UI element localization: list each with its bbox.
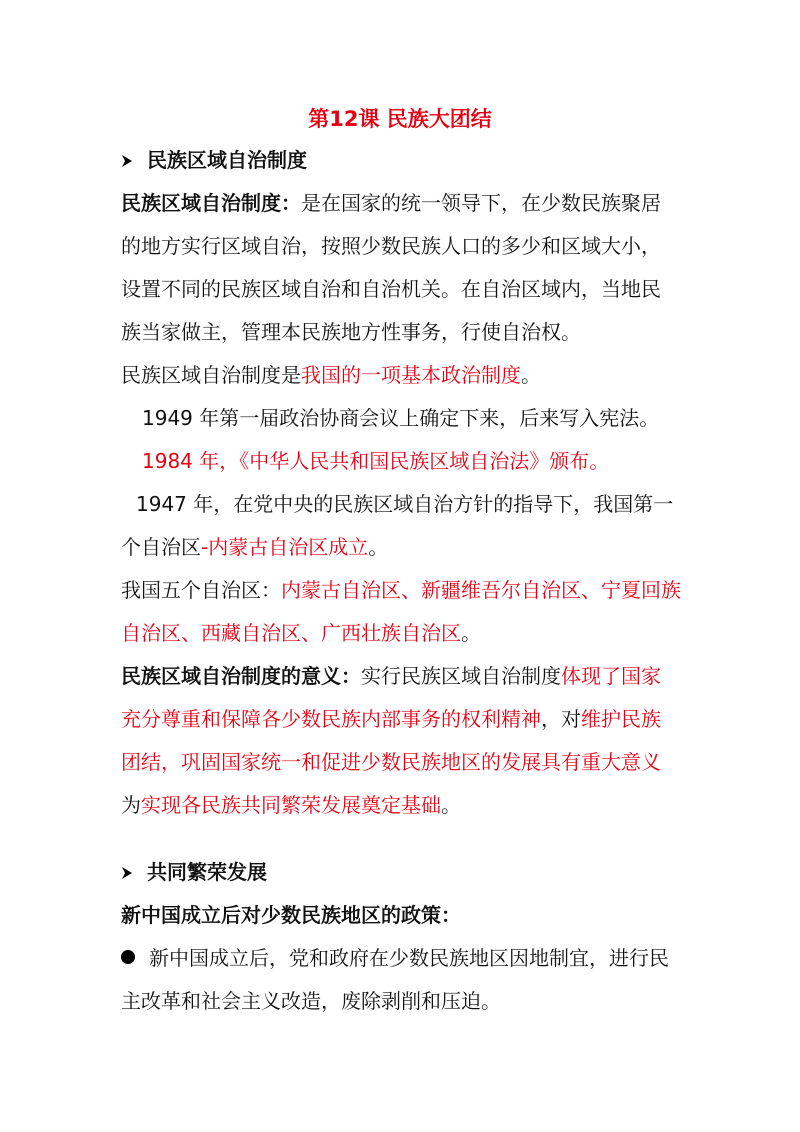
- definition-line-2: 的地方实行区域自治，按照少数民族人口的多少和区域大小，: [121, 234, 661, 258]
- meaning-highlight-b2: 维护民族: [581, 707, 661, 731]
- line-1947-b: [121, 532, 388, 562]
- bullet-line-2: 主改革和社会主义改造，废除剥削和压迫。: [121, 989, 501, 1013]
- section-heading-text: 共同繁荣发展: [147, 860, 267, 884]
- five-regions-prefix: 我国五个自治区：: [121, 578, 281, 602]
- meaning-highlight-a: 体现了国家: [561, 664, 661, 688]
- section-heading-autonomy: [121, 145, 307, 175]
- five-regions-suffix: 。: [461, 621, 481, 645]
- line-1947-b-highlight: -内蒙古自治区成立: [201, 535, 369, 559]
- line-1949: 1949 年第一届政治协商会议上确定下来，后来写入宪法。: [142, 406, 660, 430]
- nature-highlight: 我国的一项基本政治制度: [301, 363, 521, 387]
- nature-suffix: 。: [521, 363, 541, 387]
- meaning-text-a: 实行民族区域自治制度: [361, 664, 561, 688]
- meaning-line-3: 团结，巩固国家统一和促进少数民族地区的发展具有重大意义: [121, 750, 661, 774]
- definition-line-1: [121, 188, 661, 218]
- bullet-line-1: [121, 943, 669, 973]
- five-regions-line-1: [121, 575, 681, 605]
- definition-label: 民族区域自治制度：: [121, 191, 301, 215]
- nature-prefix: 民族区域自治制度是: [121, 363, 301, 387]
- meaning-highlight-d: 实现各民族共同繁荣发展奠定基础: [141, 793, 441, 817]
- arrow-bullet-icon: [121, 154, 133, 168]
- nature-line: [121, 360, 541, 390]
- definition-line-4: 族当家做主，管理本民族地方性事务，行使自治权。: [121, 320, 581, 344]
- meaning-suffix: 。: [441, 793, 461, 817]
- meaning-highlight-b: 充分尊重和保障各少数民族内部事务的权利精神: [121, 707, 541, 731]
- meaning-label: 民族区域自治制度的意义：: [121, 664, 361, 688]
- five-regions-list-b: 自治区、西藏自治区、广西壮族自治区: [121, 621, 461, 645]
- definition-text: 是在国家的统一领导下，在少数民族聚居: [301, 191, 661, 215]
- definition-line-3: 设置不同的民族区域自治和自治机关。在自治区域内，当地民: [121, 277, 661, 301]
- line-1947-a: 1947 年，在党中央的民族区域自治方针的指导下，我国第一: [136, 492, 674, 516]
- five-regions-line-2: [121, 618, 481, 648]
- meaning-text-b: ，对: [541, 707, 581, 731]
- line-1947-b-suffix: 。: [368, 535, 389, 559]
- line-1947-b-prefix: 个自治区: [121, 535, 201, 559]
- arrow-bullet-icon: [121, 866, 133, 880]
- meaning-text-d: 为: [121, 793, 141, 817]
- five-regions-list-a: 内蒙古自治区、新疆维吾尔自治区、宁夏回族: [281, 578, 681, 602]
- section-heading-text: 民族区域自治制度: [147, 148, 307, 172]
- bullet-text-a: 新中国成立后，党和政府在少数民族地区因地制宜，进行民: [149, 946, 669, 970]
- bullet-dot-icon: [121, 950, 135, 964]
- meaning-line-2: [121, 704, 661, 734]
- meaning-line-1: [121, 661, 661, 691]
- section-heading-prosperity: [121, 857, 267, 887]
- policy-label: 新中国成立后对少数民族地区的政策：: [121, 903, 461, 927]
- line-1984: 1984 年，《中华人民共和国民族区域自治法》颁布。: [142, 449, 610, 473]
- meaning-line-4: [121, 790, 461, 820]
- lesson-title: 第12课 民族大团结: [308, 107, 492, 131]
